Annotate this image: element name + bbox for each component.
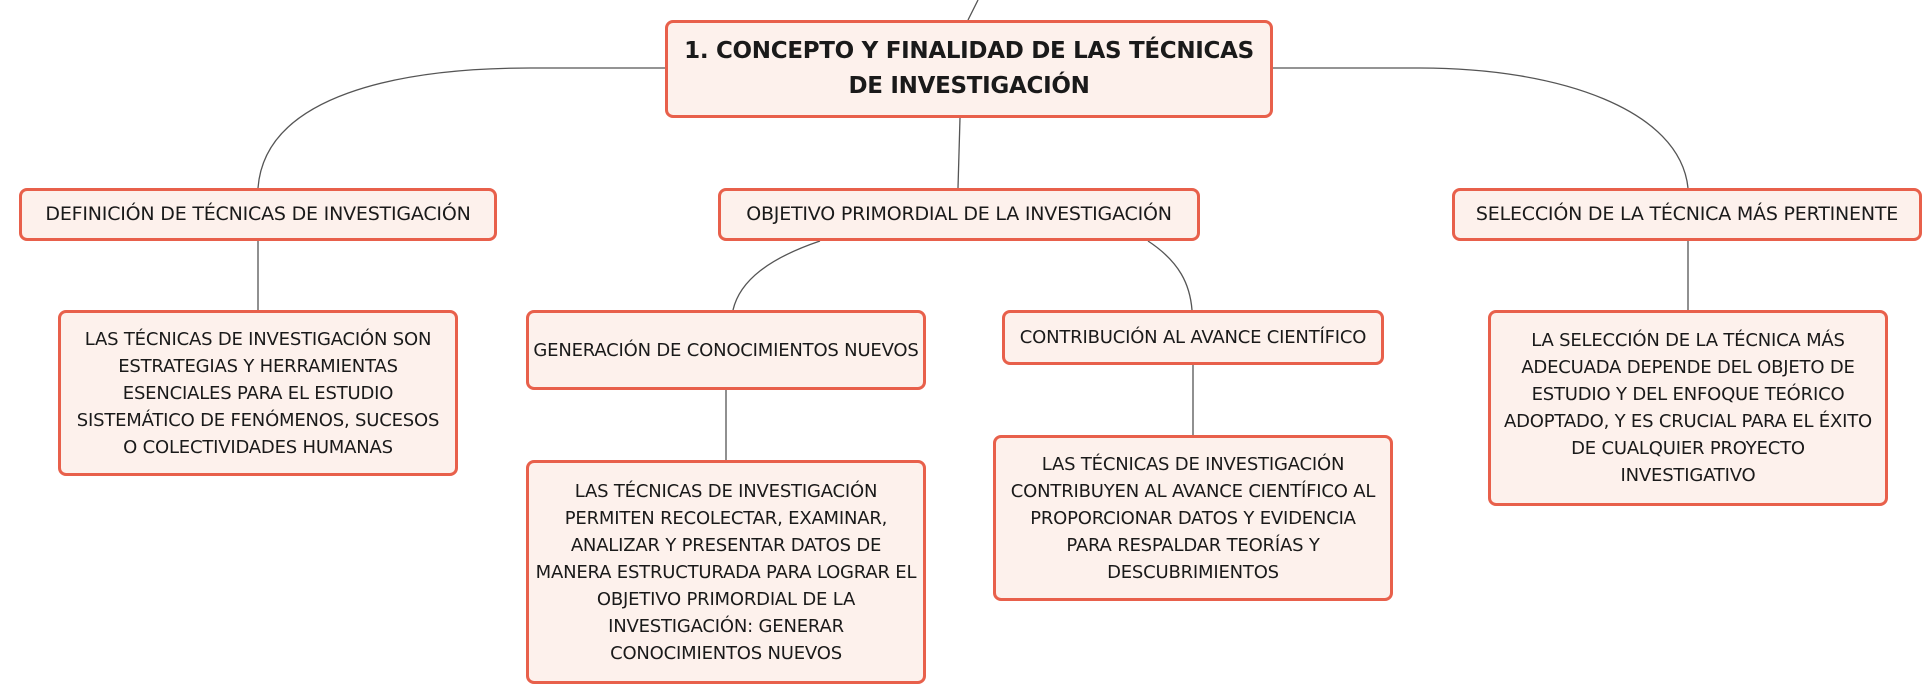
branch-objetivo-label: OBJETIVO PRIMORDIAL DE LA INVESTIGACIÓN bbox=[746, 203, 1172, 225]
root-topic-label: 1. CONCEPTO Y FINALIDAD DE LAS TÉCNICAS DE INVESTIGACIÓN bbox=[684, 38, 1254, 99]
detail-contribucion[interactable] bbox=[993, 435, 1393, 601]
connector-root-to-seleccion bbox=[1273, 68, 1688, 188]
subtopic-contribucion[interactable] bbox=[1002, 310, 1384, 365]
detail-contribucion-text: LAS TÉCNICAS DE INVESTIGACIÓN CONTRIBUYEN AL AVANCE CIENTÍFICO AL PROPORCIONAR DATOS Y EVIDENCIA PARA RESPALDAR TEORÍAS Y DESCUBRIMIENTOS bbox=[1010, 453, 1376, 583]
connector-objetivo-to-contribucion bbox=[1148, 241, 1192, 310]
branch-objetivo[interactable] bbox=[718, 188, 1200, 241]
detail-seleccion[interactable] bbox=[1488, 310, 1888, 506]
branch-definicion-label: DEFINICIÓN DE TÉCNICAS DE INVESTIGACIÓN bbox=[45, 203, 471, 225]
root-topic[interactable] bbox=[665, 20, 1273, 118]
subtopic-generacion[interactable] bbox=[526, 310, 926, 390]
detail-definicion[interactable] bbox=[58, 310, 458, 476]
connector-root-to-objetivo bbox=[958, 118, 960, 188]
detail-definicion-text: LAS TÉCNICAS DE INVESTIGACIÓN SON ESTRATEGIAS Y HERRAMIENTAS ESENCIALES PARA EL ESTUDIO SISTEMÁTICO DE FENÓMENOS, SUCESOS O COLECTIVIDADES HUMANAS bbox=[76, 328, 440, 458]
subtopic-contribucion-label: CONTRIBUCIÓN AL AVANCE CIENTÍFICO bbox=[1019, 327, 1367, 348]
branch-definicion[interactable] bbox=[19, 188, 497, 241]
detail-generacion[interactable] bbox=[526, 460, 926, 684]
detail-generacion-text: LAS TÉCNICAS DE INVESTIGACIÓN PERMITEN RECOLECTAR, EXAMINAR, ANALIZAR Y PRESENTAR DATOS DE MANERA ESTRUCTURADA PARA LOGRAR EL OBJETIVO PRIMORDIAL DE LA INVESTIGACIÓN: GENERAR CONOCIMIENTOS NUEVOS bbox=[535, 480, 917, 664]
branch-seleccion-label: SELECCIÓN DE LA TÉCNICA MÁS PERTINENTE bbox=[1475, 203, 1899, 225]
connector-root-to-definicion bbox=[258, 68, 665, 188]
connector-parent-to-root bbox=[968, 0, 978, 20]
detail-seleccion-text: LA SELECCIÓN DE LA TÉCNICA MÁS ADECUADA DEPENDE DEL OBJETO DE ESTUDIO Y DEL ENFOQUE TEÓRICO ADOPTADO, Y ES CRUCIAL PARA EL ÉXITO DE CUALQUIER PROYECTO INVESTIGATIVO bbox=[1504, 330, 1872, 486]
branch-seleccion[interactable] bbox=[1452, 188, 1922, 241]
subtopic-generacion-label: GENERACIÓN DE CONOCIMIENTOS NUEVOS bbox=[533, 339, 919, 361]
connector-objetivo-to-generacion bbox=[733, 241, 820, 310]
